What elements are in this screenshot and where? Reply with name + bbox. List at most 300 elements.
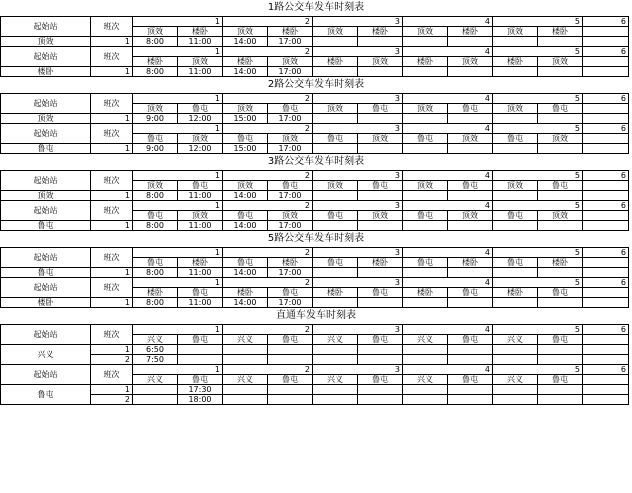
direction-label: 楼卧	[268, 258, 313, 268]
time-row	[1, 268, 629, 278]
trip-index: 6	[583, 201, 629, 211]
time-row	[1, 395, 629, 405]
direction-label: 鲁屯	[268, 375, 313, 385]
direction-label: 鲁屯	[538, 104, 583, 114]
trip-index: 6	[583, 47, 629, 57]
departure-time: 17:00	[268, 114, 313, 124]
direction-label: 顶效	[538, 211, 583, 221]
departure-time: 17:00	[268, 67, 313, 77]
trip-number: 1	[91, 37, 133, 47]
departure-time: 8:00	[133, 37, 178, 47]
direction-label: 鲁屯	[358, 104, 403, 114]
empty-cell	[583, 335, 629, 345]
departure-time	[538, 191, 583, 201]
start-station: 鲁屯	[1, 144, 91, 154]
trip-number: 1	[91, 268, 133, 278]
trip-number-header: 班次	[91, 17, 133, 37]
start-station: 鲁屯	[1, 385, 91, 405]
trip-number: 1	[91, 221, 133, 231]
empty-cell	[583, 385, 629, 395]
departure-time	[403, 345, 448, 355]
direction-label: 顶效	[313, 181, 358, 191]
departure-time	[493, 395, 538, 405]
departure-time	[313, 221, 358, 231]
departure-time: 17:00	[268, 268, 313, 278]
start-station-header: 起始站	[1, 325, 91, 345]
departure-time: 14:00	[223, 298, 268, 308]
header-index-row	[1, 201, 629, 211]
empty-cell	[583, 144, 629, 154]
direction-label: 顶效	[538, 134, 583, 144]
empty-cell	[583, 67, 629, 77]
departure-time	[493, 191, 538, 201]
section-title: 直通车发车时刻表	[276, 310, 356, 321]
trip-index: 6	[583, 365, 629, 375]
trip-number-header: 班次	[91, 47, 133, 67]
departure-time	[448, 355, 493, 365]
direction-label: 顶效	[313, 104, 358, 114]
trip-index: 5	[493, 94, 583, 104]
departure-time	[133, 395, 178, 405]
departure-time	[493, 298, 538, 308]
direction-label: 顶效	[358, 57, 403, 67]
departure-time	[448, 114, 493, 124]
departure-time	[538, 385, 583, 395]
time-row	[1, 67, 629, 77]
trip-index: 1	[133, 47, 223, 57]
header-index-row	[1, 171, 629, 181]
empty-cell	[583, 375, 629, 385]
departure-time: 15:00	[223, 114, 268, 124]
departure-time	[358, 355, 403, 365]
trip-index: 3	[313, 124, 403, 134]
departure-time: 8:00	[133, 268, 178, 278]
departure-time	[538, 345, 583, 355]
direction-label: 兴义	[223, 375, 268, 385]
start-station-header: 起始站	[1, 171, 91, 191]
direction-label: 顶效	[448, 134, 493, 144]
direction-label: 鲁屯	[223, 134, 268, 144]
direction-label: 顶效	[493, 181, 538, 191]
direction-label: 顶效	[223, 27, 268, 37]
direction-label: 兴义	[133, 335, 178, 345]
trip-number: 1	[91, 385, 133, 395]
direction-label: 楼卧	[133, 57, 178, 67]
departure-time	[403, 221, 448, 231]
empty-cell	[583, 345, 629, 355]
departure-time	[538, 298, 583, 308]
departure-time	[493, 144, 538, 154]
empty-cell	[583, 191, 629, 201]
trip-index: 4	[403, 47, 493, 57]
departure-time	[313, 298, 358, 308]
departure-time	[448, 221, 493, 231]
direction-label: 楼卧	[313, 57, 358, 67]
direction-label: 楼卧	[493, 288, 538, 298]
direction-label: 顶效	[403, 104, 448, 114]
direction-label: 兴义	[313, 375, 358, 385]
empty-cell	[583, 221, 629, 231]
direction-label: 顶效	[268, 134, 313, 144]
departure-time	[403, 395, 448, 405]
departure-time: 8:00	[133, 221, 178, 231]
departure-time	[493, 345, 538, 355]
direction-label: 顶效	[223, 104, 268, 114]
departure-time	[448, 385, 493, 395]
header-index-row	[1, 47, 629, 57]
departure-time	[313, 191, 358, 201]
departure-time	[358, 37, 403, 47]
direction-label: 鲁屯	[133, 134, 178, 144]
schedule-table	[0, 324, 629, 405]
start-station-header: 起始站	[1, 365, 91, 385]
departure-time: 11:00	[178, 298, 223, 308]
section-title: 2路公交车发车时刻表	[267, 79, 365, 90]
direction-label: 鲁屯	[493, 134, 538, 144]
departure-time: 8:00	[133, 191, 178, 201]
direction-label: 楼卧	[133, 288, 178, 298]
departure-time: 9:00	[133, 114, 178, 124]
departure-time	[493, 37, 538, 47]
direction-label: 顶效	[268, 57, 313, 67]
schedule-table	[0, 247, 629, 308]
direction-label: 鲁屯	[178, 335, 223, 345]
trip-index: 3	[313, 248, 403, 258]
trip-number-header: 班次	[91, 248, 133, 268]
trip-number: 1	[91, 191, 133, 201]
trip-index: 5	[493, 47, 583, 57]
trip-index: 5	[493, 325, 583, 335]
departure-time: 11:00	[178, 67, 223, 77]
trip-index: 4	[403, 171, 493, 181]
trip-index: 5	[493, 278, 583, 288]
departure-time	[403, 114, 448, 124]
departure-time	[448, 37, 493, 47]
trip-index: 6	[583, 171, 629, 181]
direction-label: 鲁屯	[223, 258, 268, 268]
direction-label: 兴义	[223, 335, 268, 345]
departure-time: 14:00	[223, 67, 268, 77]
departure-time	[268, 385, 313, 395]
departure-time: 11:00	[178, 37, 223, 47]
departure-time	[493, 385, 538, 395]
trip-index: 2	[223, 201, 313, 211]
start-station-header: 起始站	[1, 248, 91, 268]
header-index-row	[1, 248, 629, 258]
direction-label: 兴义	[133, 375, 178, 385]
direction-label: 鲁屯	[448, 375, 493, 385]
start-station-header: 起始站	[1, 278, 91, 298]
direction-label: 鲁屯	[358, 288, 403, 298]
direction-label: 兴义	[493, 335, 538, 345]
direction-label: 楼卧	[403, 57, 448, 67]
empty-cell	[583, 134, 629, 144]
departure-time	[493, 221, 538, 231]
schedule-table	[0, 16, 629, 77]
departure-time	[448, 395, 493, 405]
empty-cell	[583, 181, 629, 191]
direction-label: 楼卧	[268, 27, 313, 37]
direction-label: 楼卧	[403, 288, 448, 298]
trip-index: 6	[583, 278, 629, 288]
direction-label: 鲁屯	[448, 104, 493, 114]
trip-number: 2	[91, 395, 133, 405]
departure-time	[358, 114, 403, 124]
departure-time	[268, 395, 313, 405]
trip-index: 2	[223, 17, 313, 27]
departure-time	[448, 67, 493, 77]
direction-label: 楼卧	[223, 288, 268, 298]
section-title: 5路公交车发车时刻表	[267, 233, 365, 244]
time-row	[1, 144, 629, 154]
start-station: 鲁屯	[1, 268, 91, 278]
empty-cell	[583, 288, 629, 298]
direction-label: 楼卧	[448, 27, 493, 37]
departure-time: 17:30	[178, 385, 223, 395]
empty-cell	[583, 298, 629, 308]
start-station-header: 起始站	[1, 17, 91, 37]
trip-index: 2	[223, 124, 313, 134]
trip-number-header: 班次	[91, 124, 133, 144]
departure-time: 8:00	[133, 67, 178, 77]
departure-time	[493, 114, 538, 124]
empty-cell	[583, 355, 629, 365]
trip-index: 3	[313, 47, 403, 57]
direction-label: 楼卧	[493, 57, 538, 67]
departure-time	[178, 355, 223, 365]
trip-index: 3	[313, 278, 403, 288]
trip-index: 5	[493, 171, 583, 181]
direction-label: 兴义	[403, 375, 448, 385]
schedule-table	[0, 170, 629, 231]
direction-label: 鲁屯	[448, 288, 493, 298]
departure-time	[313, 114, 358, 124]
header-index-row	[1, 278, 629, 288]
departure-time	[223, 385, 268, 395]
trip-index: 2	[223, 248, 313, 258]
direction-label: 鲁屯	[313, 211, 358, 221]
departure-time	[313, 355, 358, 365]
departure-time	[448, 345, 493, 355]
start-station-header: 起始站	[1, 201, 91, 221]
departure-time	[538, 144, 583, 154]
departure-time	[313, 268, 358, 278]
direction-label: 鲁屯	[133, 211, 178, 221]
empty-cell	[583, 211, 629, 221]
trip-index: 1	[133, 17, 223, 27]
trip-index: 6	[583, 325, 629, 335]
empty-cell	[583, 258, 629, 268]
trip-index: 3	[313, 17, 403, 27]
departure-time	[358, 385, 403, 395]
direction-label: 鲁屯	[313, 258, 358, 268]
time-row	[1, 191, 629, 201]
direction-label: 顶效	[538, 57, 583, 67]
start-station: 顶效	[1, 114, 91, 124]
section-title: 1路公交车发车时刻表	[267, 2, 365, 13]
departure-time	[448, 298, 493, 308]
trip-number-header: 班次	[91, 278, 133, 298]
trip-number-header: 班次	[91, 201, 133, 221]
departure-time	[133, 385, 178, 395]
departure-time: 11:00	[178, 268, 223, 278]
departure-time	[403, 355, 448, 365]
direction-label: 鲁屯	[313, 134, 358, 144]
direction-label: 顶效	[178, 57, 223, 67]
departure-time	[538, 221, 583, 231]
trip-index: 1	[133, 365, 223, 375]
direction-label: 楼卧	[358, 258, 403, 268]
departure-time	[223, 345, 268, 355]
departure-time	[313, 385, 358, 395]
direction-label: 顶效	[268, 211, 313, 221]
direction-label: 鲁屯	[538, 288, 583, 298]
departure-time	[403, 385, 448, 395]
departure-time: 17:00	[268, 37, 313, 47]
direction-label: 鲁屯	[268, 181, 313, 191]
departure-time	[493, 355, 538, 365]
departure-time	[403, 144, 448, 154]
departure-time	[403, 37, 448, 47]
departure-time: 17:00	[268, 144, 313, 154]
departure-time	[358, 221, 403, 231]
direction-label: 鲁屯	[178, 104, 223, 114]
trip-index: 6	[583, 94, 629, 104]
start-station: 楼卧	[1, 298, 91, 308]
empty-cell	[583, 27, 629, 37]
time-row	[1, 298, 629, 308]
time-row	[1, 221, 629, 231]
direction-label: 顶效	[133, 181, 178, 191]
departure-time	[178, 345, 223, 355]
trip-index: 3	[313, 94, 403, 104]
time-row	[1, 114, 629, 124]
departure-time	[313, 144, 358, 154]
trip-index: 2	[223, 365, 313, 375]
direction-label: 鲁屯	[538, 335, 583, 345]
direction-label: 鲁屯	[448, 335, 493, 345]
direction-label: 鲁屯	[493, 211, 538, 221]
departure-time	[538, 114, 583, 124]
start-station: 顶效	[1, 37, 91, 47]
direction-label: 鲁屯	[403, 134, 448, 144]
direction-label: 顶效	[223, 181, 268, 191]
trip-index: 3	[313, 325, 403, 335]
direction-label: 鲁屯	[493, 258, 538, 268]
trip-number: 1	[91, 114, 133, 124]
trip-number-header: 班次	[91, 171, 133, 191]
trip-index: 4	[403, 94, 493, 104]
departure-time	[403, 191, 448, 201]
direction-label: 鲁屯	[358, 335, 403, 345]
departure-time	[403, 268, 448, 278]
departure-time: 8:00	[133, 298, 178, 308]
trip-index: 1	[133, 248, 223, 258]
direction-label: 鲁屯	[268, 335, 313, 345]
trip-index: 2	[223, 47, 313, 57]
start-station-header: 起始站	[1, 124, 91, 144]
departure-time	[268, 355, 313, 365]
trip-index: 6	[583, 17, 629, 27]
direction-label: 鲁屯	[178, 288, 223, 298]
departure-time	[358, 268, 403, 278]
departure-time	[358, 67, 403, 77]
trip-index: 1	[133, 171, 223, 181]
direction-label: 鲁屯	[538, 181, 583, 191]
trip-index: 6	[583, 124, 629, 134]
section-title: 3路公交车发车时刻表	[267, 156, 365, 167]
trip-index: 1	[133, 94, 223, 104]
trip-index: 1	[133, 278, 223, 288]
trip-index: 4	[403, 248, 493, 258]
trip-index: 5	[493, 201, 583, 211]
direction-label: 鲁屯	[538, 375, 583, 385]
departure-time: 7:50	[133, 355, 178, 365]
trip-index: 1	[133, 124, 223, 134]
trip-index: 4	[403, 17, 493, 27]
trip-index: 1	[133, 201, 223, 211]
direction-label: 楼卧	[313, 288, 358, 298]
departure-time	[313, 37, 358, 47]
departure-time	[358, 345, 403, 355]
departure-time	[358, 395, 403, 405]
departure-time: 15:00	[223, 144, 268, 154]
header-index-row	[1, 124, 629, 134]
direction-label: 顶效	[403, 181, 448, 191]
trip-index: 4	[403, 325, 493, 335]
departure-time	[448, 191, 493, 201]
trip-index: 3	[313, 171, 403, 181]
direction-label: 鲁屯	[403, 211, 448, 221]
direction-label: 鲁屯	[268, 104, 313, 114]
direction-label: 顶效	[313, 27, 358, 37]
empty-cell	[583, 114, 629, 124]
departure-time	[448, 268, 493, 278]
departure-time	[403, 67, 448, 77]
direction-label: 顶效	[448, 211, 493, 221]
departure-time	[223, 355, 268, 365]
trip-index: 3	[313, 365, 403, 375]
direction-label: 鲁屯	[403, 258, 448, 268]
trip-index: 3	[313, 201, 403, 211]
direction-label: 兴义	[313, 335, 358, 345]
time-row	[1, 37, 629, 47]
trip-index: 5	[493, 248, 583, 258]
direction-label: 顶效	[358, 211, 403, 221]
departure-time	[358, 191, 403, 201]
departure-time	[358, 144, 403, 154]
empty-cell	[583, 57, 629, 67]
direction-label: 鲁屯	[178, 375, 223, 385]
direction-label: 鲁屯	[223, 211, 268, 221]
trip-number: 1	[91, 298, 133, 308]
schedule-table	[0, 93, 629, 154]
direction-label: 顶效	[133, 104, 178, 114]
direction-label: 鲁屯	[448, 181, 493, 191]
direction-label: 顶效	[178, 134, 223, 144]
departure-time	[403, 298, 448, 308]
direction-label: 鲁屯	[133, 258, 178, 268]
direction-label: 兴义	[403, 335, 448, 345]
trip-index: 5	[493, 365, 583, 375]
departure-time: 11:00	[178, 191, 223, 201]
direction-label: 顶效	[493, 104, 538, 114]
departure-time: 14:00	[223, 221, 268, 231]
header-index-row	[1, 94, 629, 104]
direction-label: 楼卧	[358, 27, 403, 37]
empty-cell	[583, 104, 629, 114]
departure-time: 12:00	[178, 114, 223, 124]
